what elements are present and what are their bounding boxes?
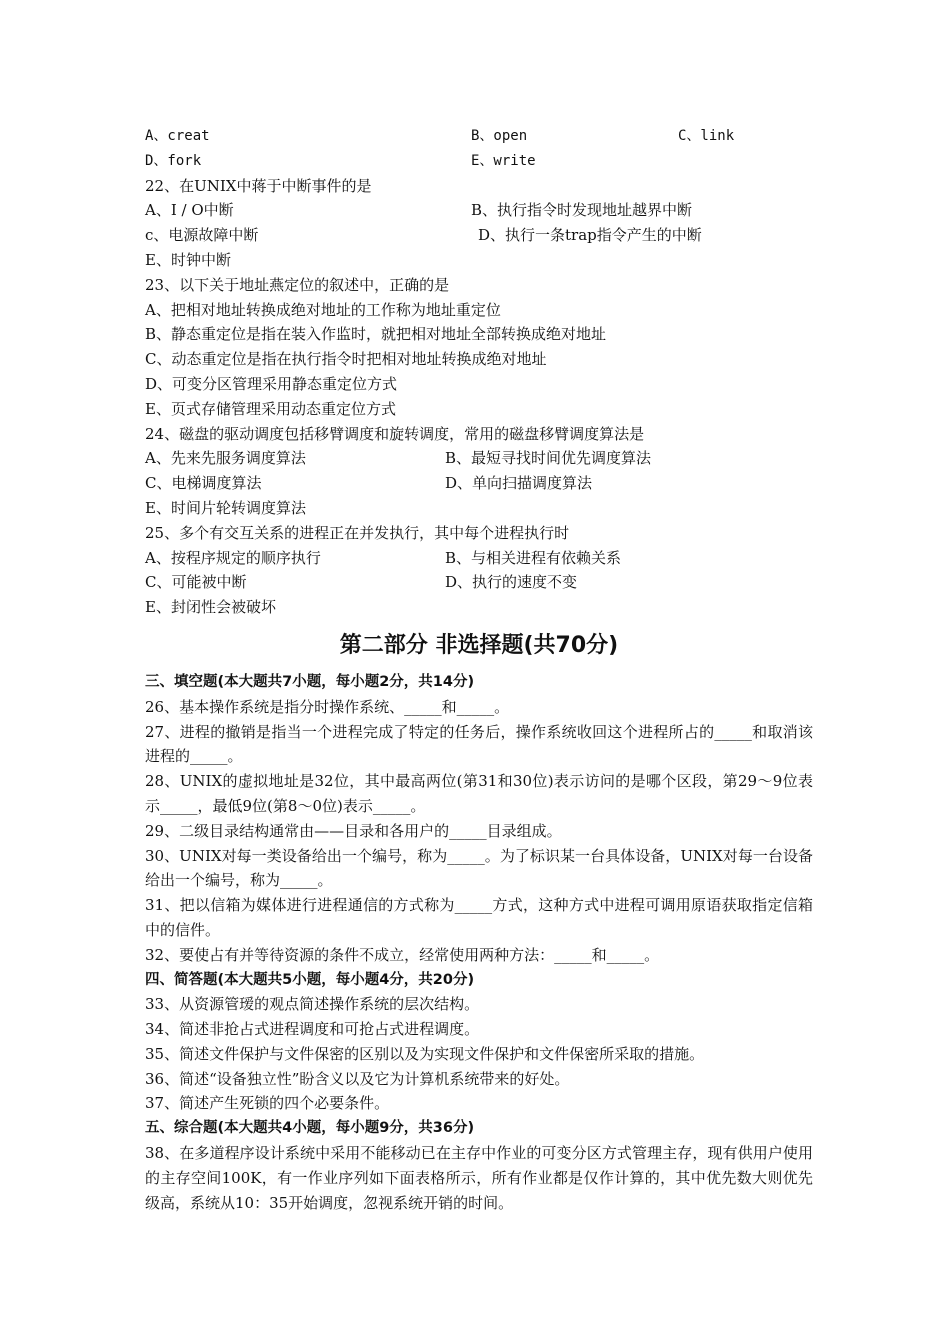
q22-options-row-2 (145, 223, 813, 248)
q25-options-row-2 (145, 570, 813, 595)
q22-stem: 22、在UNIX中蒋于中断事件的是 (145, 176, 372, 195)
q21-options-row-1 (145, 124, 813, 149)
q22-option-a: A、I / O中断 (145, 201, 234, 220)
q31: 31、把以信箱为媒体进行进程通信的方式称为_____方式，这种方式中进程可调用原语获取指定信箱中的信件。 (145, 896, 813, 939)
section3-heading: 三、填空题(本大题共7小题，每小题2分，共14分) (145, 673, 475, 690)
q24-options-row-2 (145, 471, 813, 496)
q25-option-c: C、可能被中断 (145, 573, 247, 592)
q23-option-b: B、静态重定位是指在装入作监时，就把相对地址全部转换成绝对地址 (145, 325, 607, 344)
q24-option-e: E、时间片轮转调度算法 (145, 498, 306, 517)
q26: 26、基本操作系统是指分时操作系统、_____和_____。 (145, 697, 510, 716)
q21-option-e: E、write (471, 152, 536, 169)
q33: 33、从资源管瑷的观点简述操作系统的层次结构。 (145, 995, 480, 1014)
q24-option-a: A、先来先服务调度算法 (145, 449, 306, 468)
q24-option-b: B、最短寻找时间优先调度算法 (445, 449, 652, 468)
q21-option-b: B、open (471, 128, 528, 144)
q29: 29、二级目录结构通常由——目录和各用户的_____目录组成。 (145, 821, 562, 840)
q25-option-a: A、按程序规定的顺序执行 (145, 548, 321, 567)
q21-options-row-2 (145, 149, 813, 174)
q36: 36、简述“设备独立性”盼含义以及它为计算机系统带来的好处。 (145, 1069, 570, 1088)
q25-stem: 25、多个有交互关系的进程正在并发执行，其中每个进程执行时 (145, 523, 570, 542)
q25-option-b: B、与相关进程有依赖关系 (445, 548, 622, 567)
q25-options-row-1 (145, 546, 813, 571)
q23-stem: 23、以下关于地址燕定位的叙述中，正确的是 (145, 275, 450, 294)
q24-option-d: D、单向扫描调度算法 (445, 474, 593, 493)
q25-option-d: D、执行的速度不变 (445, 573, 578, 592)
q22-option-e: E、时钟中断 (145, 250, 231, 269)
q24-option-c: C、电梯调度算法 (145, 474, 262, 493)
q23-option-c: C、动态重定位是指在执行指令时把相对地址转换成绝对地址 (145, 350, 547, 369)
q35: 35、简述文件保护与文件保密的区别以及为实现文件保护和文件保密所采取的措施。 (145, 1044, 705, 1063)
q23-option-e: E、页式存储管理采用动态重定位方式 (145, 399, 396, 418)
q22-option-d: D、执行一条trap指令产生的中断 (478, 226, 702, 245)
q25-option-e: E、封闭性会被破坏 (145, 598, 276, 617)
q37: 37、简述产生死锁的四个必要条件。 (145, 1094, 390, 1113)
q22-options-row-1 (145, 198, 813, 223)
q22-option-b: B、执行指令时发现地址越界中断 (471, 201, 693, 220)
q23-option-a: A、把相对地址转换成绝对地址的工作称为地址重定位 (145, 300, 501, 319)
q34: 34、简述非抢占式进程调度和可抢占式进程调度。 (145, 1020, 480, 1039)
section4-heading: 四、简答题(本大题共5小题，每小题4分，共20分) (145, 971, 475, 988)
q38: 38、在多道程序设计系统中采用不能移动已在主存中作业的可变分区方式管理主存，现有供用户使用的主存空间100K，有一作业序列如下面表格所示，所有作业都是仅作计算的，其中优先数大则优先级高，系统从10：35开始调度，忽视系统开销的时间。 (145, 1144, 813, 1212)
q24-stem: 24、磁盘的驱动调度包括移臂调度和旋转调度，常用的磁盘移臂调度算法是 (145, 424, 645, 443)
part2-title: 第二部分 非选择题(共70分) (339, 632, 619, 658)
section5-heading: 五、综合题(本大题共4小题，每小题9分，共36分) (145, 1120, 475, 1137)
exam-page (145, 124, 813, 1215)
q30: 30、UNIX对每一类设备给出一个编号，称为_____。为了标识某一台具体设备，UNIX对每一台设备给出一个编号，称为_____。 (145, 846, 813, 890)
q27: 27、进程的撤销是指当一个进程完成了特定的任务后，操作系统收回这个进程所占的_____和取消该进程的_____。 (145, 722, 813, 766)
q21-option-d: D、fork (145, 152, 202, 169)
q24-options-row-1 (145, 446, 813, 471)
q21-option-c: C、link (678, 128, 735, 144)
q23-option-d: D、可变分区管理采用静态重定位方式 (145, 374, 398, 393)
q32: 32、要使占有并等待资源的条件不成立，经常使用两种方法：_____和_____。 (145, 945, 660, 964)
q21-option-a: A、creat (145, 128, 210, 144)
q22-option-c: c、电源故障中断 (145, 226, 259, 245)
q28: 28、UNIX的虚拟地址是32位，其中最高两位(第31和30位)表示访问的是哪个区段，第29～9位表示_____，最低9位(第8～0位)表示_____。 (145, 772, 813, 815)
